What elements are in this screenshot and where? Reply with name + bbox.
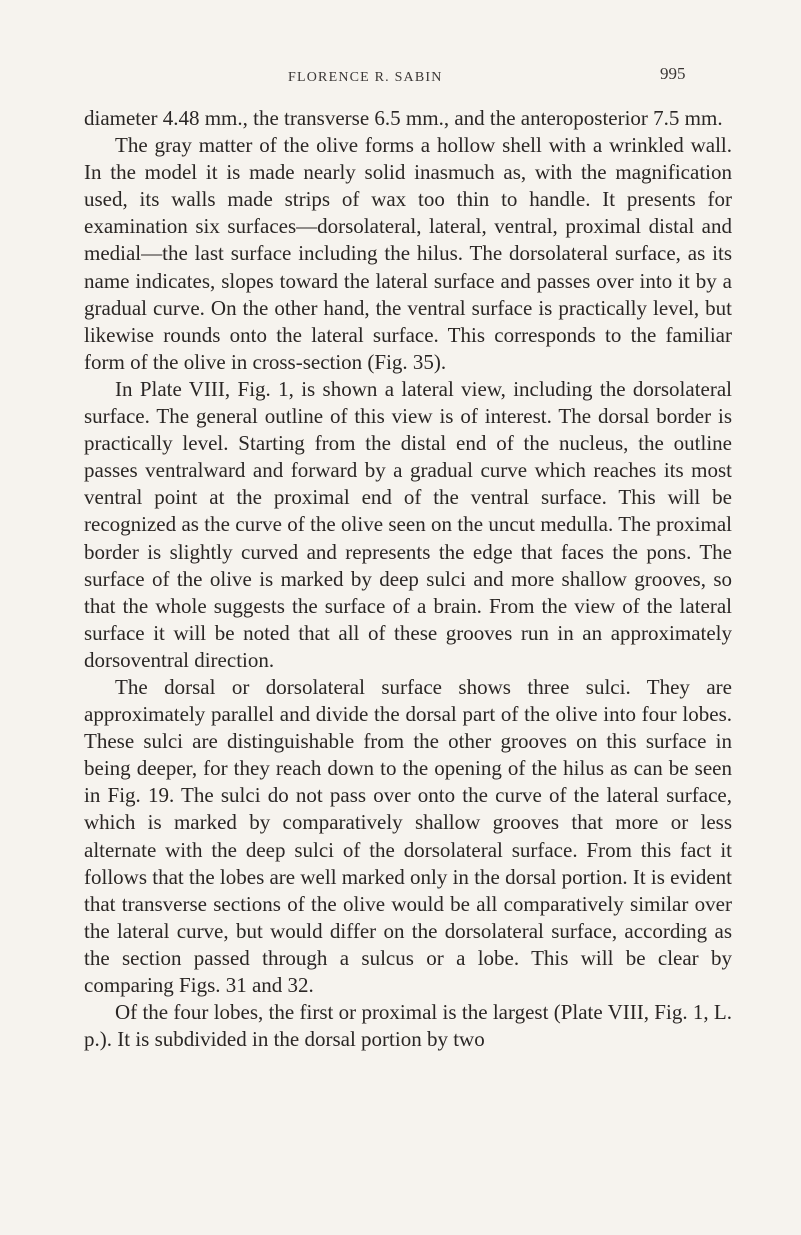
body-text: [84, 105, 732, 1053]
paragraph-continuation: diameter 4.48 mm., the transverse 6.5 mm., and the anteroposterior 7.5 mm.: [84, 106, 723, 130]
paragraph-dorsal-sulci: The dorsal or dorsolateral surface shows three sulci. They are approximately parallel and divide the dorsal part of the olive into four lobes. These sulci are distinguishable from the other grooves on this surface in being deeper, for they reach down to the opening of the hilus as can be seen in Fig. 19. The sulci do not pass over onto the curve of the lateral surface, which is marked by comparatively shallow grooves that more or less alternate with the deep sulci of the dorsolateral surface. From this fact it follows that the lobes are well marked only in the dorsal portion. It is evident that transverse sections of the olive would be all comparatively similar over the lateral curve, but would differ on the dorsolateral surface, according as the section passed through a sulcus or a lobe. This will be clear by comparing Figs. 31 and 32.: [84, 674, 732, 997]
running-head: FLORENCE R. SABIN: [288, 70, 443, 85]
paragraph-gray-matter: The gray matter of the olive forms a hollow shell with a wrinkled wall. In the model it is made nearly solid inasmuch as, with the magnification used, its walls made strips of wax too thin to handle. It presents for examination six surfaces—dorsolateral, lateral, ventral, proximal distal and medial—the last surface including the hilus. The dorsolateral surface, as its name indicates, slopes toward the lateral surface and passes over into it by a gradual curve. On the other hand, the ventral surface is practically level, but likewise rounds onto the lateral surface. This corresponds to the familiar form of the olive in cross-section (Fig. 35).: [84, 133, 732, 374]
paragraph-lateral-view: In Plate VIII, Fig. 1, is shown a lateral view, including the dorsolateral surface. The general outline of this view is of interest. The dorsal border is practically level. Starting from the distal end of the nucleus, the outline passes ventralward and forward by a gradual curve which reaches its most ventral point at the proximal end of the ventral surface. This will be recognized as the curve of the olive seen on the uncut medulla. The proximal border is slightly curved and represents the edge that faces the pons. The surface of the olive is marked by deep sulci and more shallow grooves, so that the whole suggests the surface of a brain. From the view of the lateral surface it will be noted that all of these grooves run in an approximately dorsoventral direction.: [84, 376, 732, 672]
page-number: 995: [660, 64, 686, 83]
paragraph-four-lobes: Of the four lobes, the first or proximal is the largest (Plate VIII, Fig. 1, L. p.). It is subdivided in the dorsal portion by two: [84, 1000, 732, 1052]
